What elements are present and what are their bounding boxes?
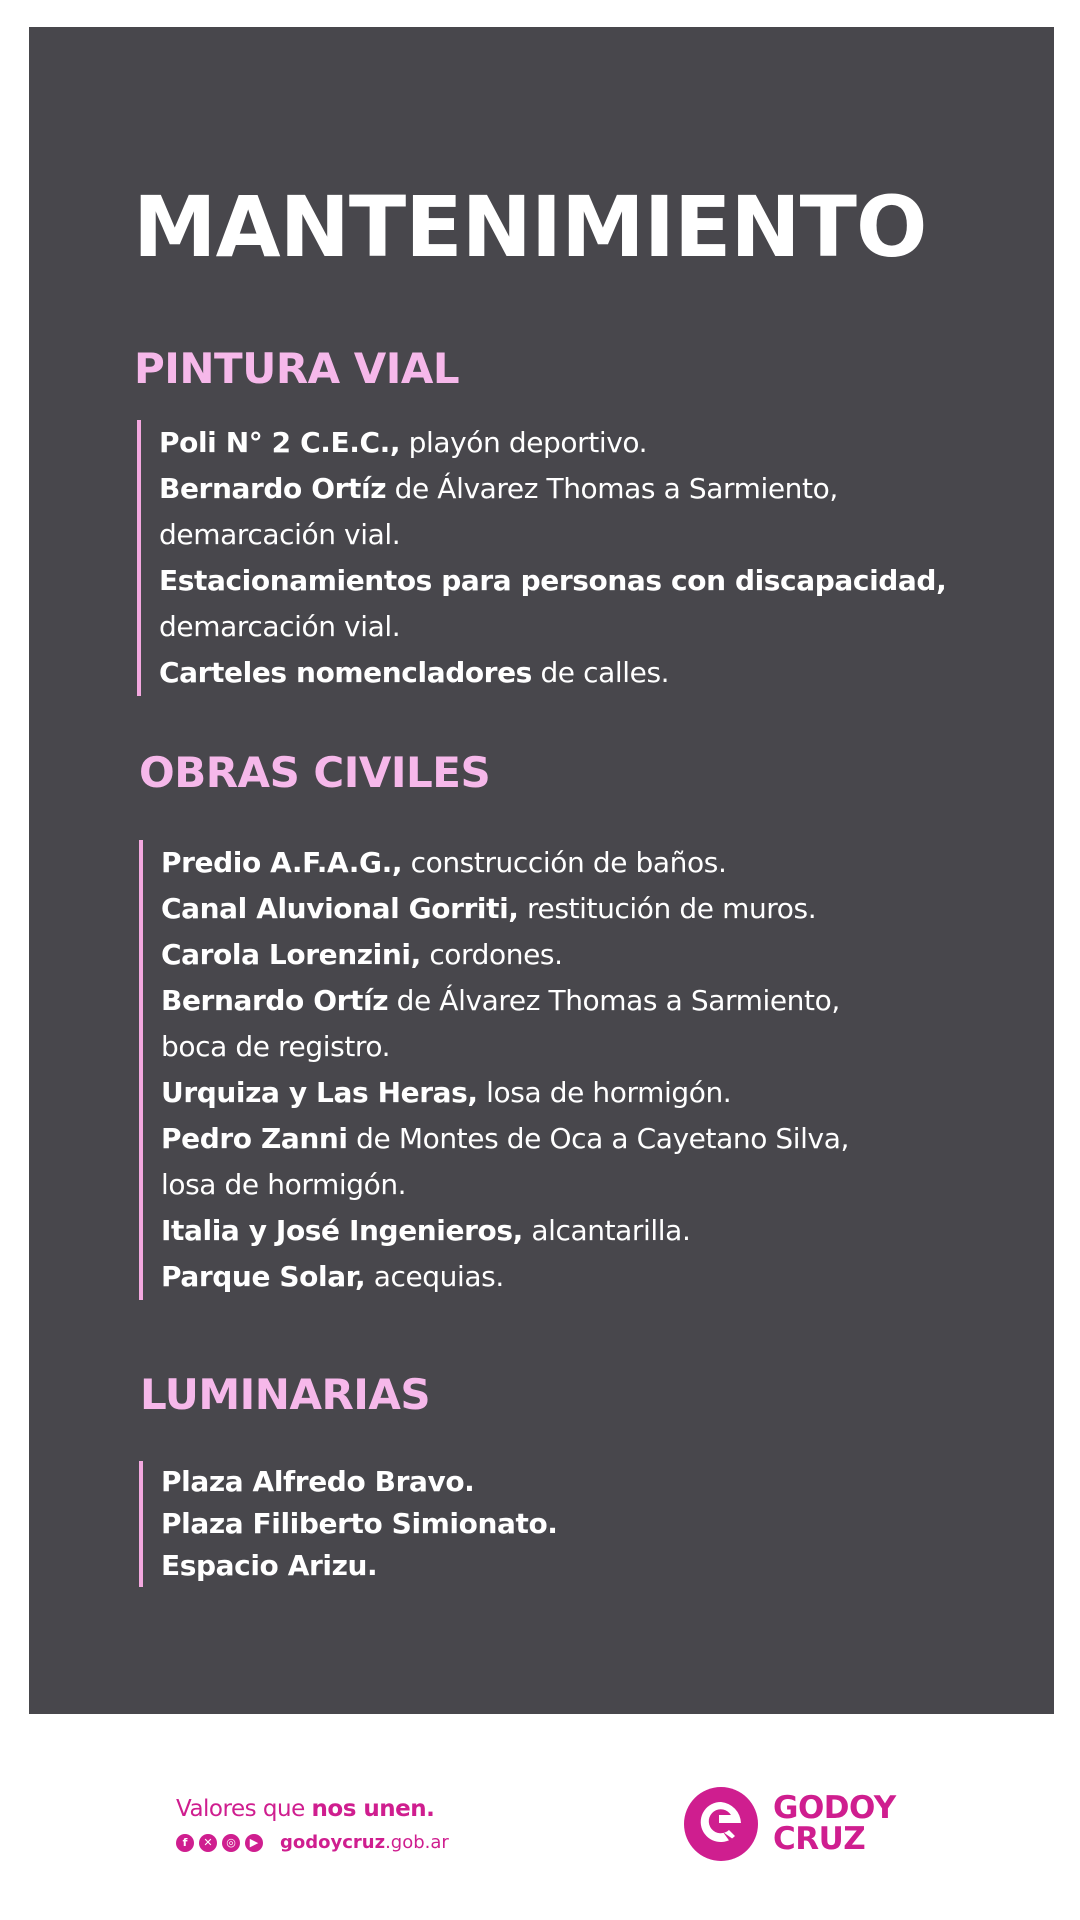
item-normal-text: de Álvarez Thomas a Sarmiento,	[386, 472, 838, 505]
item-bold-text: Carola Lorenzini,	[161, 938, 421, 971]
item-bold-text: Bernardo Ortíz	[161, 984, 389, 1017]
item-bold-text: Plaza Filiberto Simionato.	[161, 1507, 558, 1540]
section-list-obras-civiles	[139, 840, 849, 1300]
item-normal-text: alcantarilla.	[522, 1214, 691, 1247]
item-bold-text: Espacio Arizu.	[161, 1549, 378, 1582]
list-item	[159, 466, 946, 512]
item-bold-text: Carteles nomencladores	[159, 656, 532, 689]
list-item	[159, 558, 946, 604]
list-item	[159, 650, 946, 696]
item-normal-text: cordones.	[420, 938, 563, 971]
instagram-icon[interactable]: ◎	[222, 1834, 240, 1852]
item-normal-text: de Montes de Oca a Cayetano Silva,	[347, 1122, 849, 1155]
youtube-icon[interactable]: ▶	[245, 1834, 263, 1852]
section-heading-luminarias: LUMINARIAS	[140, 1370, 431, 1419]
item-normal-text: playón deportivo.	[400, 426, 648, 459]
item-normal-text: losa de hormigón.	[161, 1168, 407, 1201]
item-normal-text: construcción de baños.	[402, 846, 727, 879]
list-item	[159, 512, 946, 558]
item-normal-text: losa de hormigón.	[477, 1076, 732, 1109]
item-bold-text: Urquiza y Las Heras,	[161, 1076, 478, 1109]
facebook-icon[interactable]: f	[176, 1834, 194, 1852]
logo-mark-icon	[683, 1786, 759, 1862]
list-item	[161, 932, 849, 978]
list-item	[161, 1503, 558, 1545]
site-normal: .gob.ar	[385, 1832, 449, 1853]
item-normal-text: de Álvarez Thomas a Sarmiento,	[388, 984, 840, 1017]
list-item	[161, 1070, 849, 1116]
website-link[interactable]	[280, 1832, 449, 1853]
item-bold-text: Canal Aluvional Gorriti,	[161, 892, 519, 925]
list-item	[161, 1545, 558, 1587]
tagline-normal: Valores que	[176, 1796, 312, 1822]
list-item	[161, 1208, 849, 1254]
item-bold-text: Predio A.F.A.G.,	[161, 846, 403, 879]
x-icon[interactable]: ✕	[199, 1834, 217, 1852]
item-normal-text: restitución de muros.	[518, 892, 817, 925]
section-list-luminarias	[139, 1461, 558, 1587]
list-item	[161, 978, 849, 1024]
item-normal-text: boca de registro.	[161, 1030, 391, 1063]
item-normal-text: demarcación vial.	[159, 610, 401, 643]
logo-text	[773, 1790, 896, 1857]
site-bold: godoycruz	[280, 1832, 386, 1853]
list-item	[161, 1162, 849, 1208]
item-bold-text: Italia y José Ingenieros,	[161, 1214, 523, 1247]
section-list-pintura-vial	[137, 420, 946, 696]
list-item	[161, 1024, 849, 1070]
logo-line-2: CRUZ	[773, 1821, 866, 1857]
item-normal-text: demarcación vial.	[159, 518, 401, 551]
social-links	[176, 1832, 449, 1853]
item-bold-text: Parque Solar,	[161, 1260, 366, 1293]
item-normal-text: acequias.	[365, 1260, 504, 1293]
section-heading-pintura-vial: PINTURA VIAL	[134, 344, 460, 393]
list-item	[161, 886, 849, 932]
list-item	[161, 1461, 558, 1503]
godoy-cruz-logo	[683, 1786, 896, 1862]
list-item	[159, 604, 946, 650]
item-bold-text: Poli N° 2 C.E.C.,	[159, 426, 401, 459]
logo-line-1: GODOY	[773, 1790, 896, 1826]
item-bold-text: Plaza Alfredo Bravo.	[161, 1465, 475, 1498]
list-item	[161, 1116, 849, 1162]
item-bold-text: Pedro Zanni	[161, 1122, 348, 1155]
list-item	[161, 840, 849, 886]
page-title: MANTENIMIENTO	[133, 178, 927, 276]
footer-tagline	[176, 1796, 434, 1822]
list-item	[161, 1254, 849, 1300]
item-bold-text: Estacionamientos para personas con discapacidad,	[159, 564, 947, 597]
item-normal-text: de calles.	[531, 656, 670, 689]
list-item	[159, 420, 946, 466]
section-heading-obras-civiles: OBRAS CIVILES	[139, 748, 491, 797]
tagline-bold: nos unen.	[311, 1796, 435, 1822]
item-bold-text: Bernardo Ortíz	[159, 472, 387, 505]
